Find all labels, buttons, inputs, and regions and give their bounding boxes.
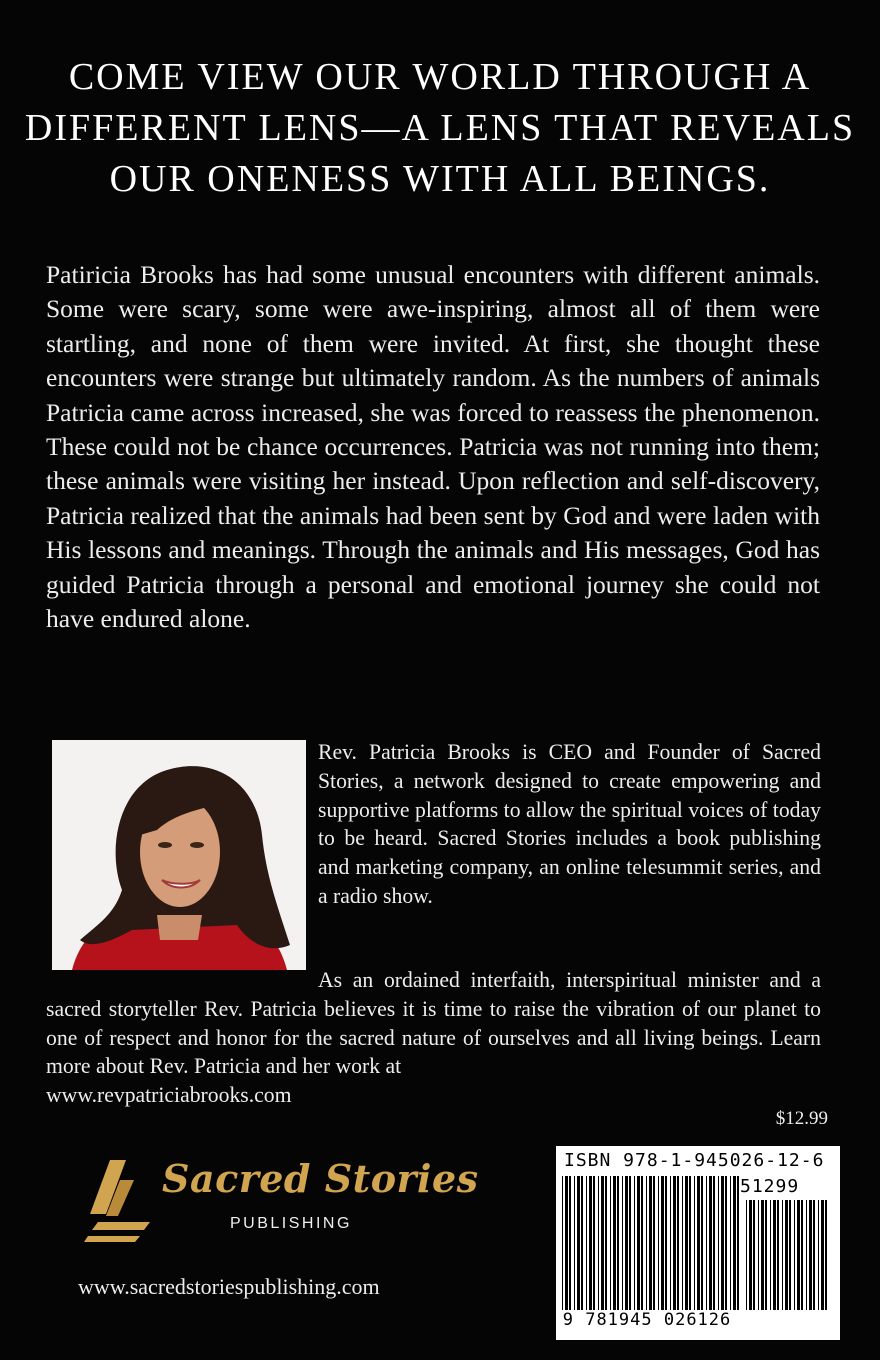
barcode-bar [730, 1176, 731, 1310]
author-bio-text: As an ordained interfaith, interspiritual minister and a sacred storyteller Rev. Patricia believes it is time to raise the vibration of our planet to one of respect and honor for the sacred nature of ourselves and all living beings. Learn more about Rev. Patricia and her work at [46, 968, 821, 1079]
barcode-bar [813, 1200, 815, 1310]
barcode-bar [789, 1200, 791, 1310]
barcode-bar [706, 1176, 707, 1310]
barcode-bar [637, 1176, 640, 1310]
author-bio-paragraph-1: Rev. Patricia Brooks is CEO and Founder of Sacred Stories, a network designed to create empowering and supportive platforms to allow the spiritual voices of today to be heard. Sacred Stories includes a book publishing and marketing company, an online telesummit series, and a radio show. [318, 740, 821, 908]
barcode-bar [689, 1176, 691, 1310]
isbn-number: ISBN 978-1-945026-12-6 [564, 1150, 825, 1171]
barcode-bar [761, 1200, 764, 1310]
barcode-bar [809, 1200, 812, 1310]
barcode-bar [773, 1200, 776, 1310]
barcode-bar [777, 1200, 779, 1310]
barcode-bar [733, 1176, 736, 1310]
barcode-bar [625, 1176, 628, 1310]
barcode-bar [806, 1200, 807, 1310]
barcode-bar [641, 1176, 643, 1310]
barcode-bar [613, 1176, 616, 1310]
barcode-bar [797, 1200, 800, 1310]
book-description: Patiricia Brooks has had some unusual encounters with different animals. Some were scary, some were awe-inspiring, almost all of them were startling, and none of them were invited. At first, she thought these encounters were strange but ultimately random. As the numbers of animals Patricia came across increased, she was forced to reassess the phenomenon. These could not be chance occurrences. Patricia was not running into them; these animals were visiting her instead. Upon reflection and self-discovery, Patricia realized that the animals had been sent by God and were laden with His lessons and meanings. Through the animals and His messages, God has guided Patricia through a personal and emotional journey she could not have endured alone. [46, 260, 820, 634]
barcode-bar [725, 1176, 727, 1310]
addon-barcode-bars [744, 1200, 832, 1310]
barcode-bar [677, 1176, 679, 1310]
book-pages-icon [80, 1150, 160, 1250]
barcode-bar [653, 1176, 655, 1310]
barcode-bars [560, 1176, 742, 1310]
barcode-bar [601, 1176, 604, 1310]
barcode-bar [709, 1176, 712, 1310]
author-bio-paragraph-2 [46, 966, 821, 1110]
barcode-bar [682, 1176, 683, 1310]
barcode-bar [562, 1176, 563, 1310]
barcode-bar [801, 1200, 803, 1310]
barcode-bar [746, 1200, 747, 1310]
barcode-bar [821, 1200, 824, 1310]
publisher-subtitle: PUBLISHING [230, 1215, 352, 1232]
headline-line-1: COME VIEW OUR WORLD THROUGH A [68, 56, 812, 98]
barcode-bar [685, 1176, 688, 1310]
isbn-barcode [556, 1146, 840, 1340]
headline-line-3: OUR ONENESS WITH ALL BEINGS. [109, 158, 771, 200]
back-cover-headline [0, 52, 880, 205]
publisher-logo [80, 1150, 480, 1250]
barcode-bar [721, 1176, 724, 1310]
barcode-bar [713, 1176, 715, 1310]
barcode-bar [581, 1176, 583, 1310]
barcode-bar [629, 1176, 631, 1310]
barcode-bar [794, 1200, 795, 1310]
book-price: $12.99 [775, 1108, 828, 1129]
barcode-bar [765, 1200, 767, 1310]
barcode-number: 9 781945 026126 [562, 1310, 732, 1330]
publisher-name: Sacred Stories [162, 1156, 479, 1201]
barcode-bar [589, 1176, 592, 1310]
barcode-bar [818, 1200, 819, 1310]
barcode-bar [749, 1200, 752, 1310]
headline-line-2: DIFFERENT LENS—A LENS THAT REVEALS [24, 107, 856, 149]
barcode-bar [665, 1176, 667, 1310]
publisher-website[interactable]: www.sacredstoriespublishing.com [78, 1274, 380, 1299]
barcode-bar [634, 1176, 635, 1310]
barcode-bar [718, 1176, 719, 1310]
barcode-bar [605, 1176, 607, 1310]
barcode-bar [782, 1200, 783, 1310]
author-website-link[interactable]: www.revpatriciabrooks.com [46, 1083, 292, 1108]
barcode-bar [753, 1200, 755, 1310]
barcode-bar [574, 1176, 575, 1310]
author-photo [52, 740, 306, 970]
barcode-bar [785, 1200, 788, 1310]
barcode-bar [825, 1200, 827, 1310]
barcode-bar [622, 1176, 623, 1310]
barcode-bar [577, 1176, 580, 1310]
barcode-bar [593, 1176, 595, 1310]
barcode-bar [670, 1176, 671, 1310]
barcode-bar [673, 1176, 676, 1310]
price-code: 51299 [740, 1176, 800, 1197]
barcode-bar [758, 1200, 759, 1310]
barcode-bar [617, 1176, 619, 1310]
barcode-bar [701, 1176, 703, 1310]
barcode-bar [610, 1176, 611, 1310]
barcode-bar [646, 1176, 647, 1310]
barcode-bar [661, 1176, 664, 1310]
barcode-bar [697, 1176, 700, 1310]
barcode-bar [737, 1176, 739, 1310]
barcode-bar [658, 1176, 659, 1310]
barcode-bar [569, 1176, 571, 1310]
barcode-bar [565, 1176, 568, 1310]
barcode-bar [770, 1200, 771, 1310]
barcode-bar [649, 1176, 652, 1310]
barcode-bar [598, 1176, 599, 1310]
barcode-bar [586, 1176, 587, 1310]
barcode-bar [694, 1176, 695, 1310]
